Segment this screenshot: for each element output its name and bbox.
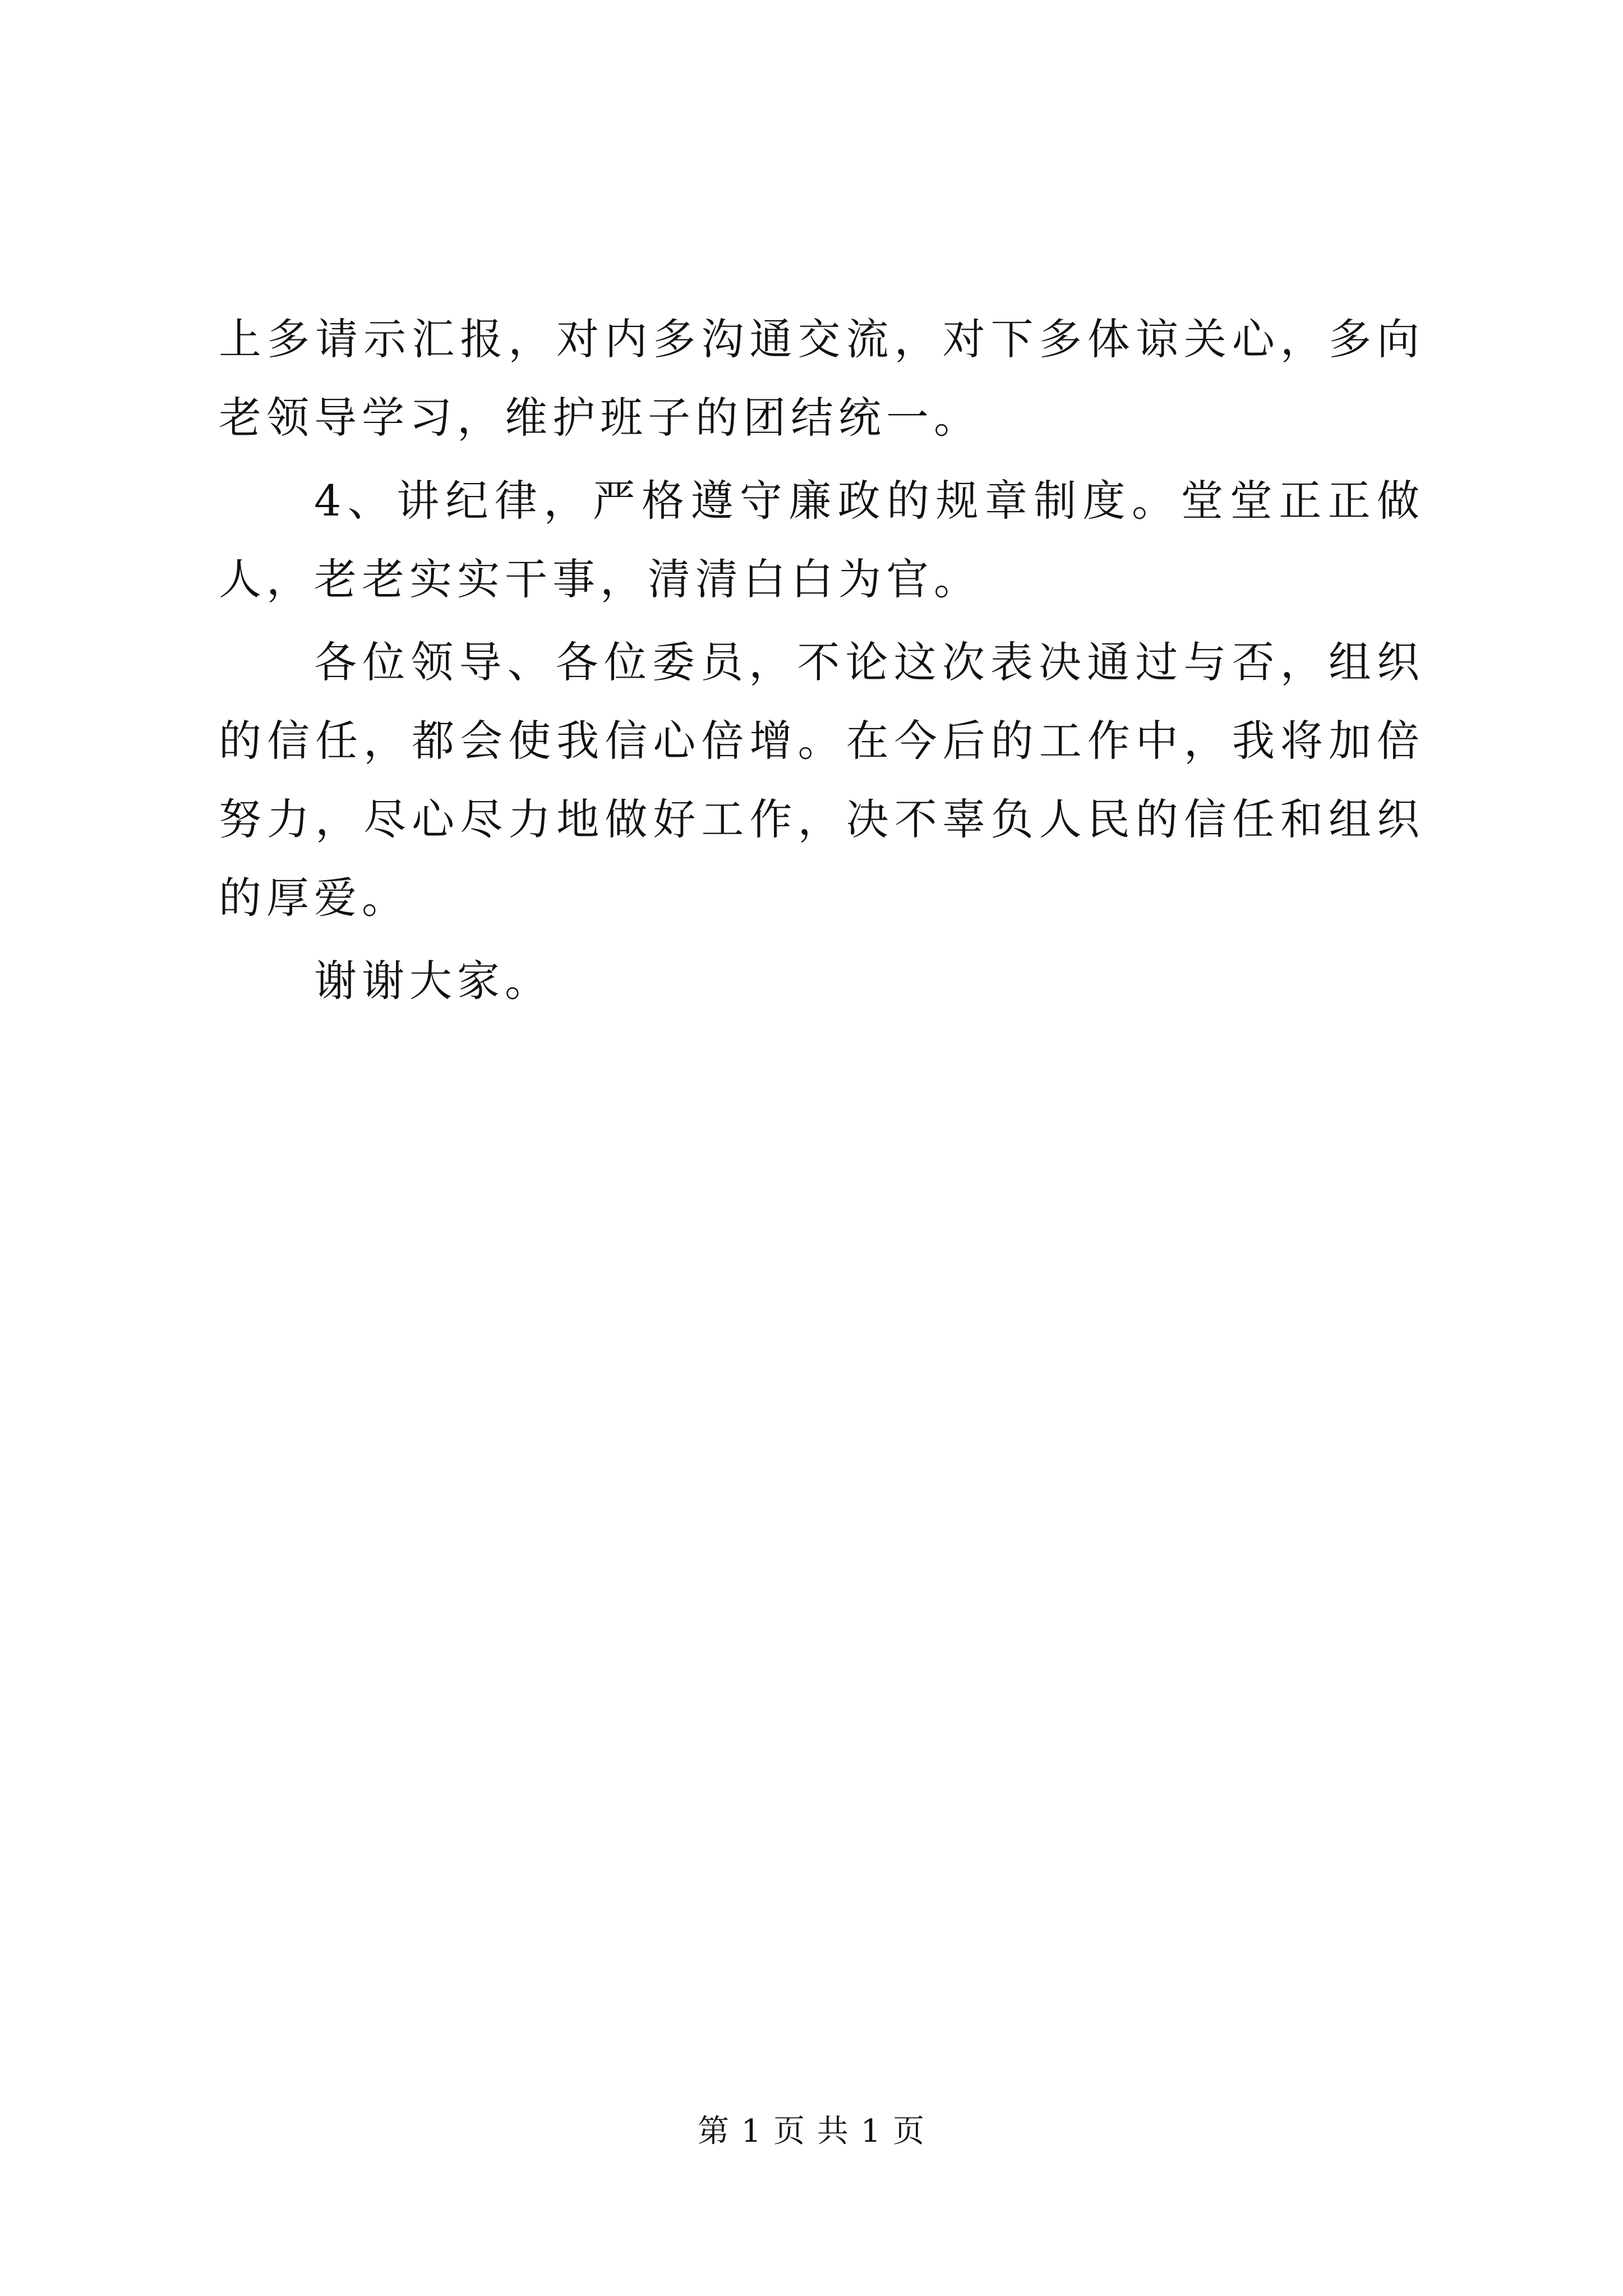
- paragraph-closing-statement: 各位领导、各位委员，不论这次表决通过与否，组织的信任，都会使我信心倍增。在今后的工作中，我将加倍努力，尽心尽力地做好工作，决不辜负人民的信任和组织的厚爱。: [219, 637, 1424, 923]
- paragraph-thanks: 谢谢大家。: [314, 956, 552, 1006]
- page-footer: 第 1 页 共 1 页: [697, 2113, 926, 2150]
- paragraph-continuation: 上多请示汇报，对内多沟通交流，对下多体谅关心，多向老领导学习，维护班子的团结统一。: [219, 314, 1424, 443]
- paragraph-discipline: 4、讲纪律，严格遵守廉政的规章制度。堂堂正正做人，老老实实干事，清清白白为官。: [219, 476, 1424, 604]
- document-body: [219, 300, 1424, 1025]
